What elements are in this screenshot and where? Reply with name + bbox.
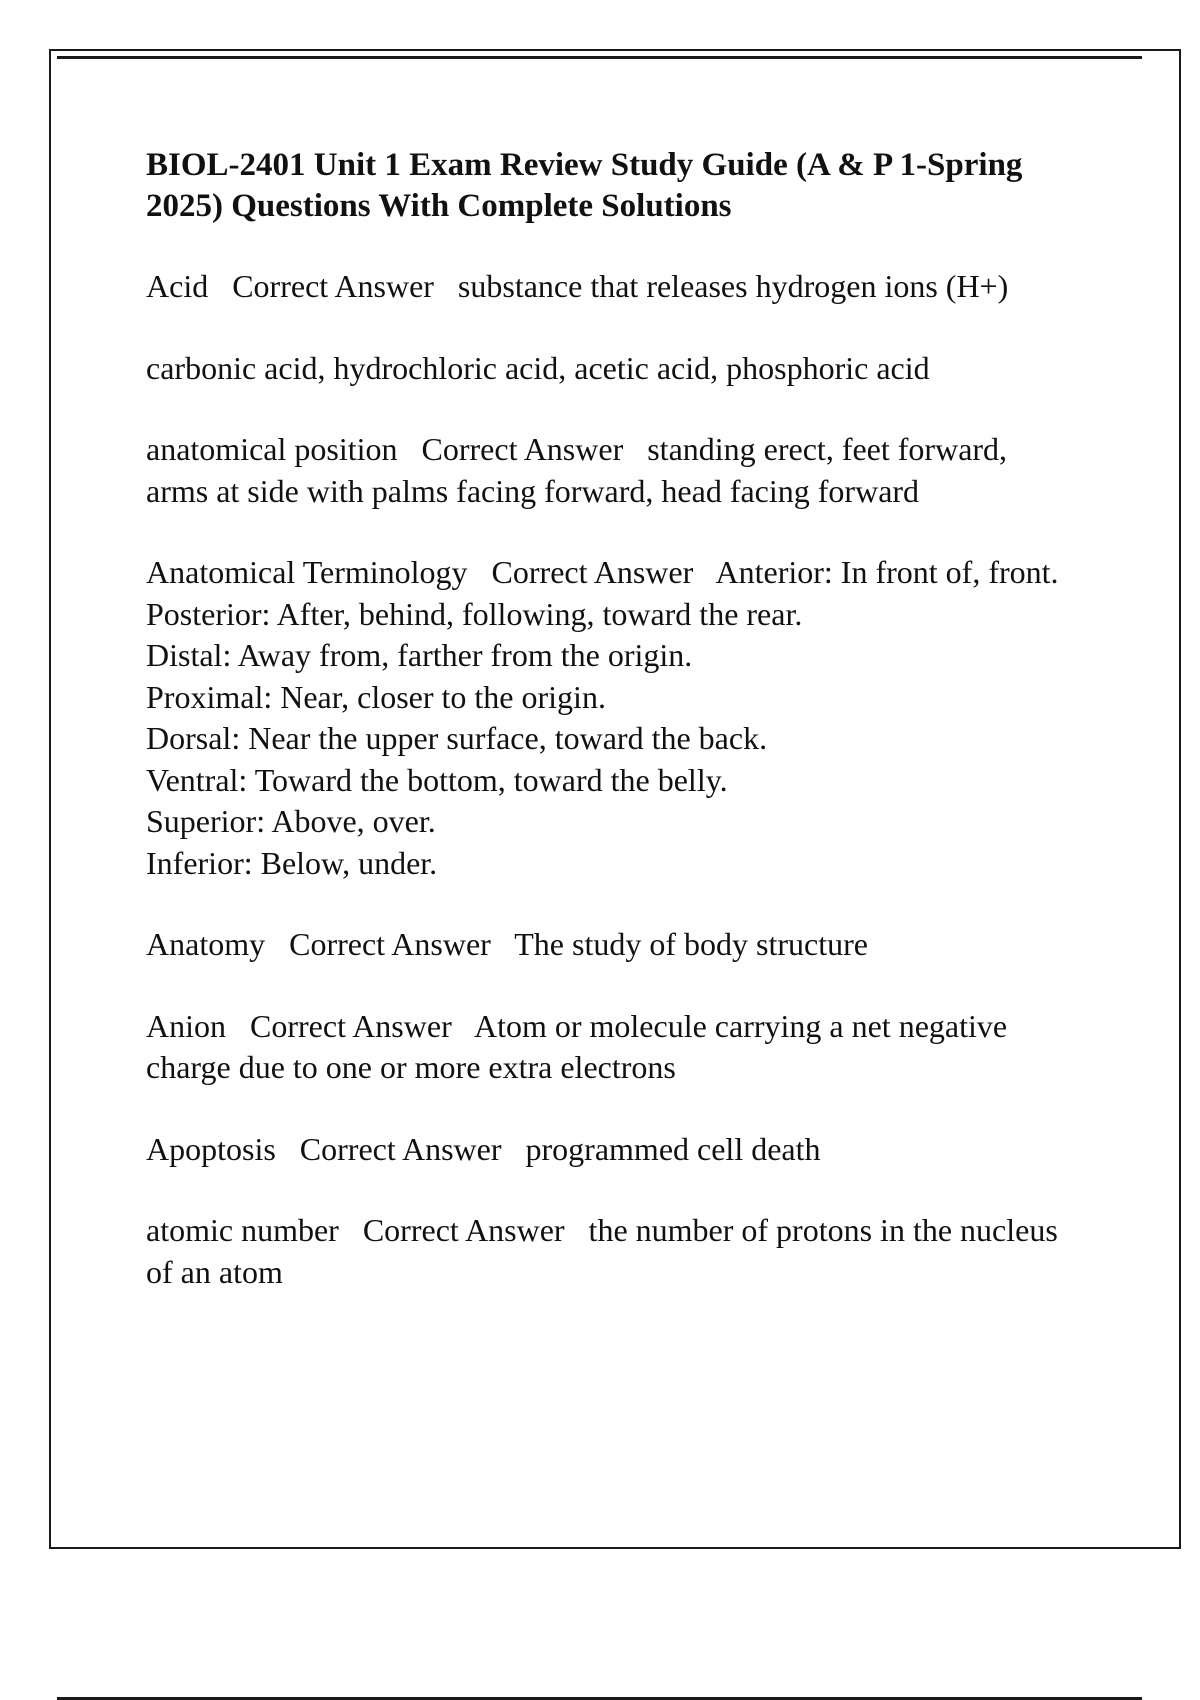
answer: programmed cell death	[525, 1130, 821, 1167]
answer-label: Correct Answer	[232, 268, 434, 304]
answer-line-posterior: Posterior: After, behind, following, toward the rear.	[146, 595, 803, 632]
header-rule	[57, 56, 1142, 59]
answer: The study of body structure	[514, 926, 868, 962]
qa-entry-apoptosis	[146, 1129, 1076, 1171]
qa-entry-anatomical-position	[146, 429, 1076, 512]
answer-label: Correct Answer	[491, 554, 694, 590]
answer: Anterior: In front of, front.	[715, 554, 1059, 590]
answer-label: Correct Answer	[250, 1007, 452, 1044]
answer: the number of protons in the nucleus of an atom	[146, 1212, 1066, 1290]
term: atomic number	[146, 1212, 339, 1248]
answer-label: Correct Answer	[421, 431, 624, 467]
qa-entry-anion	[146, 1006, 1076, 1089]
answer-line-proximal: Proximal: Near, closer to the origin.	[146, 678, 606, 715]
answer-line-distal: Distal: Away from, farther from the origin.	[146, 637, 693, 673]
answer-label: Correct Answer	[299, 1130, 502, 1167]
qa-entry-acid	[146, 266, 1076, 308]
term: Anatomy	[146, 926, 266, 962]
answer: Atom or molecule carrying a net negative charge due to one or more extra electrons	[146, 1007, 1016, 1085]
term: Apoptosis	[146, 1130, 276, 1167]
answer-label: Correct Answer	[362, 1212, 565, 1248]
qa-entry-atomic-number	[146, 1210, 1076, 1293]
term: Anatomical Terminology	[146, 554, 468, 590]
answer-line-ventral: Ventral: Toward the bottom, toward the belly.	[146, 761, 728, 798]
note-acid-examples: carbonic acid, hydrochloric acid, acetic acid, phosphoric acid	[146, 349, 930, 386]
answer-line-superior: Superior: Above, over.	[146, 803, 436, 839]
answer-line-inferior: Inferior: Below, under.	[146, 844, 438, 881]
term: anatomical position	[146, 431, 398, 467]
answer-line-dorsal: Dorsal: Near the upper surface, toward the back.	[146, 720, 768, 756]
answer-label: Correct Answer	[289, 926, 491, 962]
term: Acid	[146, 268, 209, 304]
qa-entry-anatomy	[146, 924, 1076, 966]
term: Anion	[146, 1007, 226, 1044]
qa-entry-anatomical-terminology	[146, 552, 1076, 884]
answer: standing erect, feet forward, arms at side with palms facing forward, head facing forward	[146, 431, 1016, 509]
document-title: BIOL-2401 Unit 1 Exam Review Study Guide (A & P 1-Spring 2025) Questions With Complete Solutions	[146, 147, 1023, 224]
answer: substance that releases hydrogen ions (H+)	[457, 268, 1009, 304]
document-body	[146, 145, 1076, 1333]
